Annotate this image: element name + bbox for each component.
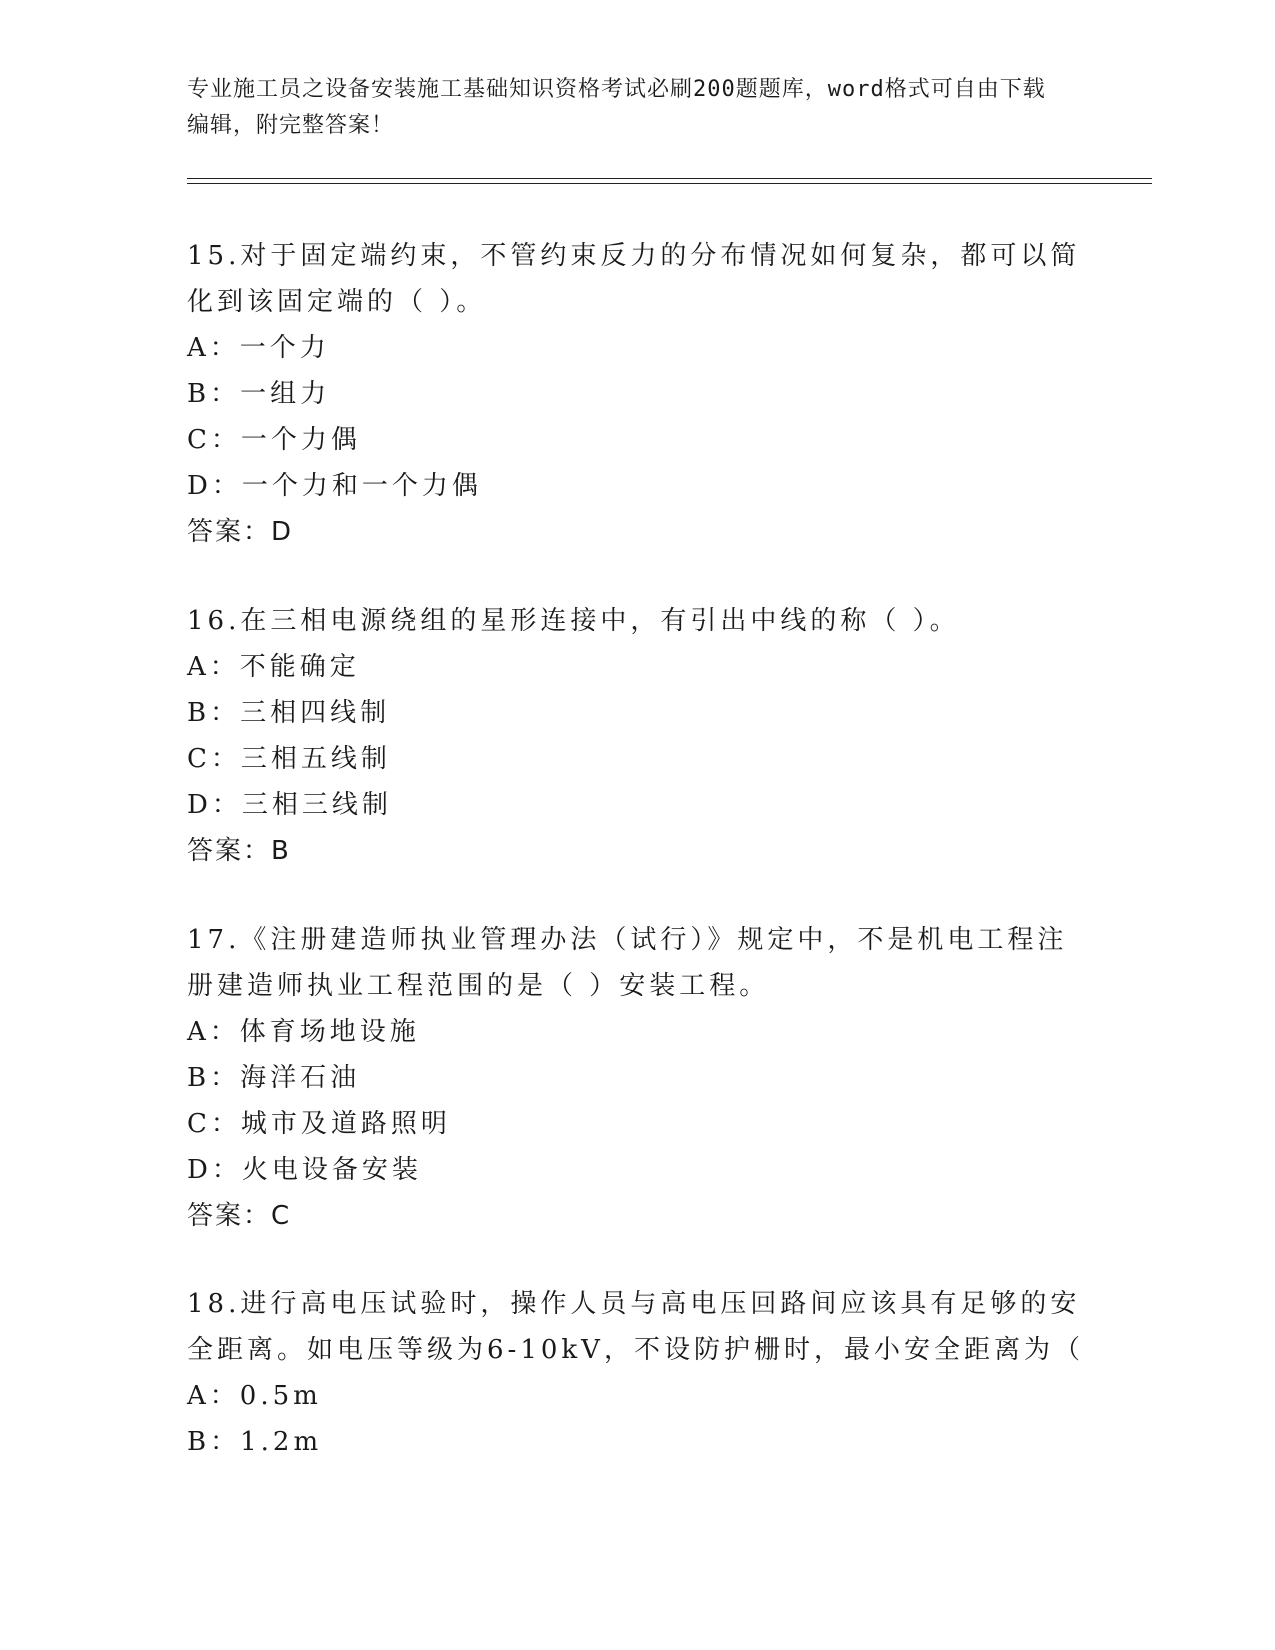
option-b: B：一组力 [187,379,331,409]
option-a: A：0.5m [187,1381,322,1411]
option-d: D：一个力和一个力偶 [187,471,482,501]
question-stem: 18.进行高电压试验时，操作人员与高电压回路间应该具有足够的安全距离。如电压等级为6-10kV，不设防护栅时，最小安全距离为（ [187,1289,1084,1365]
option-b: B：海洋石油 [187,1063,361,1093]
question-stem: 15.对于固定端约束，不管约束反力的分布情况如何复杂，都可以简化到该固定端的（ ）。 [187,241,1081,317]
option-a: A：体育场地设施 [187,1017,420,1047]
option-b: B：三相四线制 [187,698,391,728]
question-15 [187,233,1087,555]
option-d: D：三相三线制 [187,790,392,820]
option-a: A：不能确定 [187,652,360,682]
question-stem: 17.《注册建造师执业管理办法（试行）》规定中，不是机电工程注册建造师执业工程范围的是（ ）安装工程。 [187,925,1068,1001]
question-16 [187,598,1087,874]
option-list [187,325,1087,509]
question-stem: 16.在三相电源绕组的星形连接中，有引出中线的称（ ）。 [187,606,960,636]
option-d: D：火电设备安装 [187,1155,422,1185]
option-b: B：1.2m [187,1427,323,1457]
option-c: C：城市及道路照明 [187,1109,451,1139]
option-c: C：一个力偶 [187,425,361,455]
option-c: C：三相五线制 [187,744,391,774]
header-divider-top [187,178,1152,179]
answer: 答案：D [187,517,294,547]
option-a: A：一个力 [187,333,330,363]
option-list [187,1373,1087,1465]
answer: 答案：C [187,1201,292,1231]
answer: 答案：B [187,836,291,866]
option-list [187,1009,1087,1193]
question-18 [187,1281,1087,1465]
header-divider-bottom [187,183,1152,184]
document-header [187,72,1067,144]
question-17 [187,917,1087,1239]
header-title: 专业施工员之设备安装施工基础知识资格考试必刷200题题库，word格式可自由下载编辑，附完整答案！ [187,77,1046,138]
option-list [187,644,1087,828]
